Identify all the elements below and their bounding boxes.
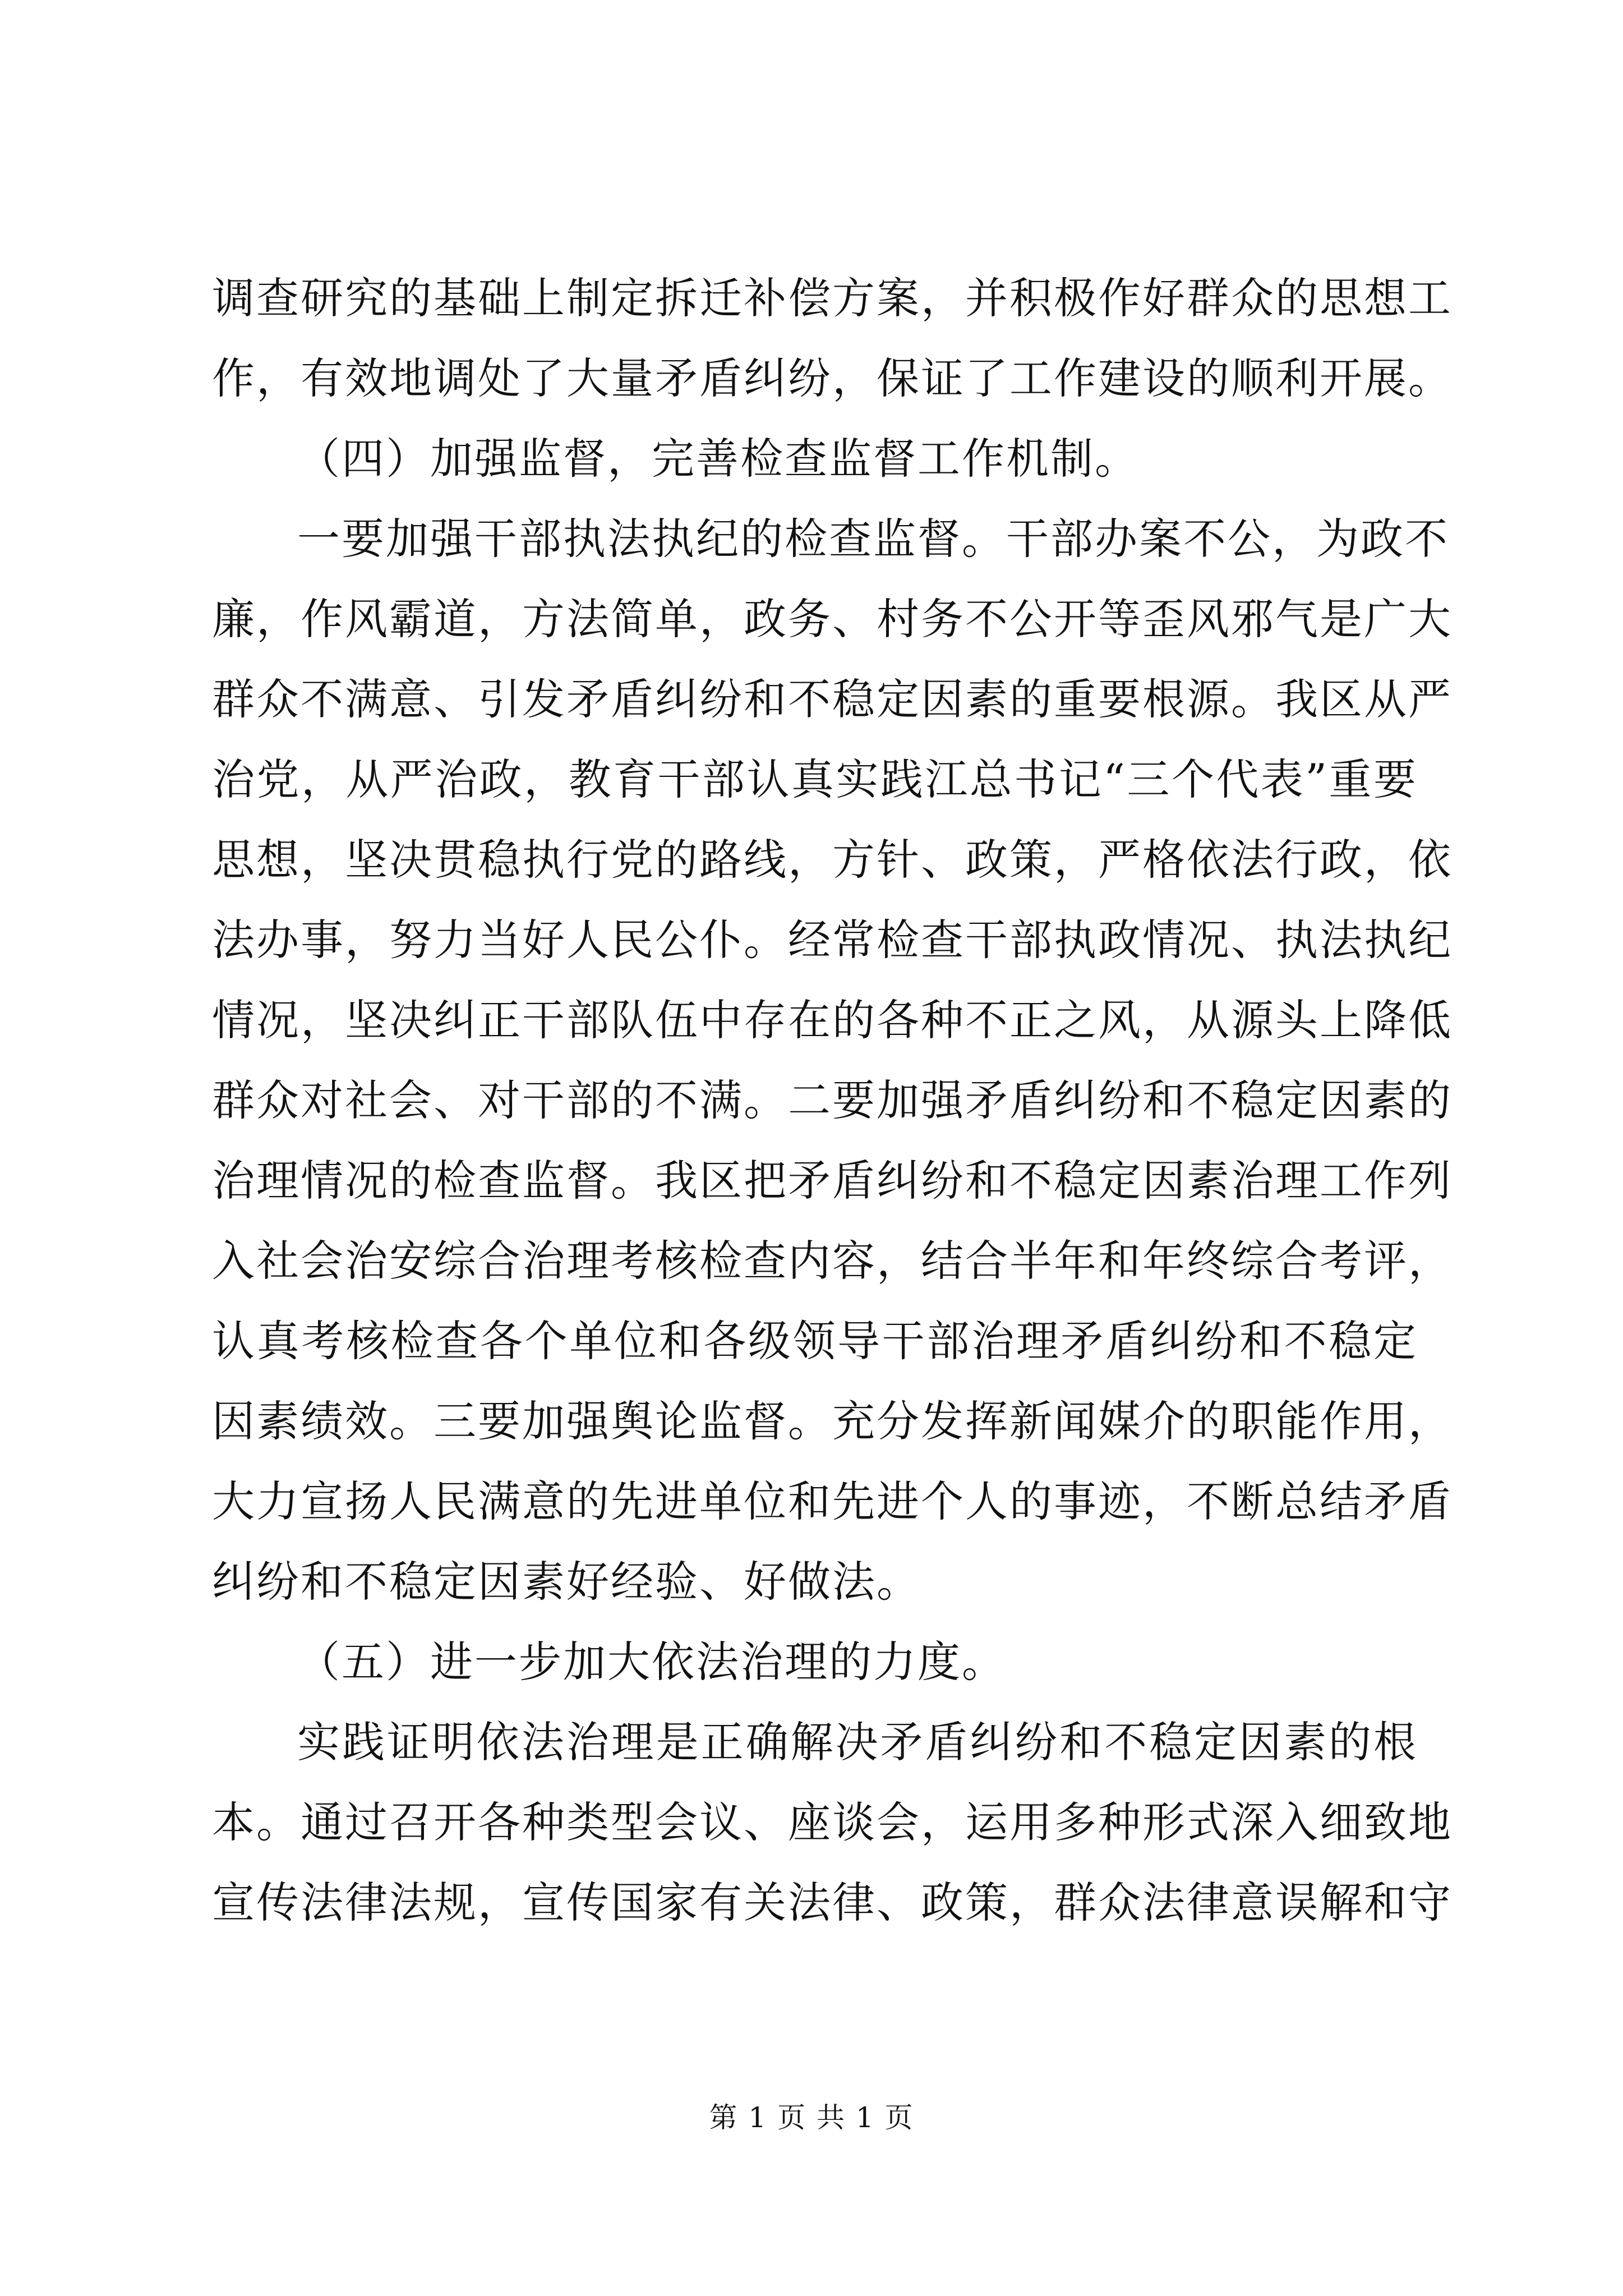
text-line: 入社会治安综合治理考核检查内容，结合半年和年终综合考评， bbox=[212, 1236, 1453, 1286]
text-line: 认真考核检查各个单位和各级领导干部治理矛盾纠纷和不稳定 bbox=[212, 1316, 1418, 1366]
text-line: 作，有效地调处了大量矛盾纠纷，保证了工作建设的顺利开展。 bbox=[212, 353, 1453, 403]
text-line: 实践证明依法治理是正确解决矛盾纠纷和不稳定因素的根 bbox=[297, 1717, 1418, 1767]
text-line: 因素绩效。三要加强舆论监督。充分发挥新闻媒介的职能作用， bbox=[212, 1396, 1453, 1446]
text-line: 治党，从严治政，教育干部认真实践江总书记“三个代表”重要 bbox=[212, 754, 1418, 804]
text-line: 大力宣扬人民满意的先进单位和先进个人的事迹，不断总结矛盾 bbox=[212, 1476, 1453, 1526]
text-line: （五）进一步加大依法治理的力度。 bbox=[297, 1637, 1006, 1687]
text-line: 调查研究的基础上制定拆迁补偿方案，并积极作好群众的思想工 bbox=[212, 273, 1453, 323]
text-line: 廉，作风霸道，方法简单，政务、村务不公开等歪风邪气是广大 bbox=[212, 594, 1453, 644]
text-line: 宣传法律法规，宣传国家有关法律、政策，群众法律意误解和守 bbox=[212, 1878, 1453, 1927]
text-line: （四）加强监督，完善检查监督工作机制。 bbox=[297, 434, 1139, 484]
page-footer: 第 1 页 共 1 页 bbox=[709, 2101, 914, 2134]
text-line: 一要加强干部执法执纪的检查监督。干部办案不公，为政不 bbox=[297, 514, 1449, 564]
text-line: 思想，坚决贯稳执行党的路线，方针、政策，严格依法行政，依 bbox=[212, 835, 1453, 885]
document-body bbox=[212, 258, 1453, 1943]
text-line: 纠纷和不稳定因素好经验、好做法。 bbox=[212, 1557, 921, 1607]
text-line: 本。通过召开各种类型会议、座谈会，运用多种形式深入细致地 bbox=[212, 1797, 1453, 1847]
text-line: 情况，坚决纠正干部队伍中存在的各种不正之风，从源头上降低 bbox=[212, 995, 1453, 1045]
text-line: 群众不满意、引发矛盾纠纷和不稳定因素的重要根源。我区从严 bbox=[212, 674, 1453, 724]
text-line: 治理情况的检查监督。我区把矛盾纠纷和不稳定因素治理工作列 bbox=[212, 1156, 1453, 1205]
text-line: 群众对社会、对干部的不满。二要加强矛盾纠纷和不稳定因素的 bbox=[212, 1075, 1453, 1125]
text-line: 法办事，努力当好人民公仆。经常检查干部执政情况、执法执纪 bbox=[212, 915, 1453, 965]
